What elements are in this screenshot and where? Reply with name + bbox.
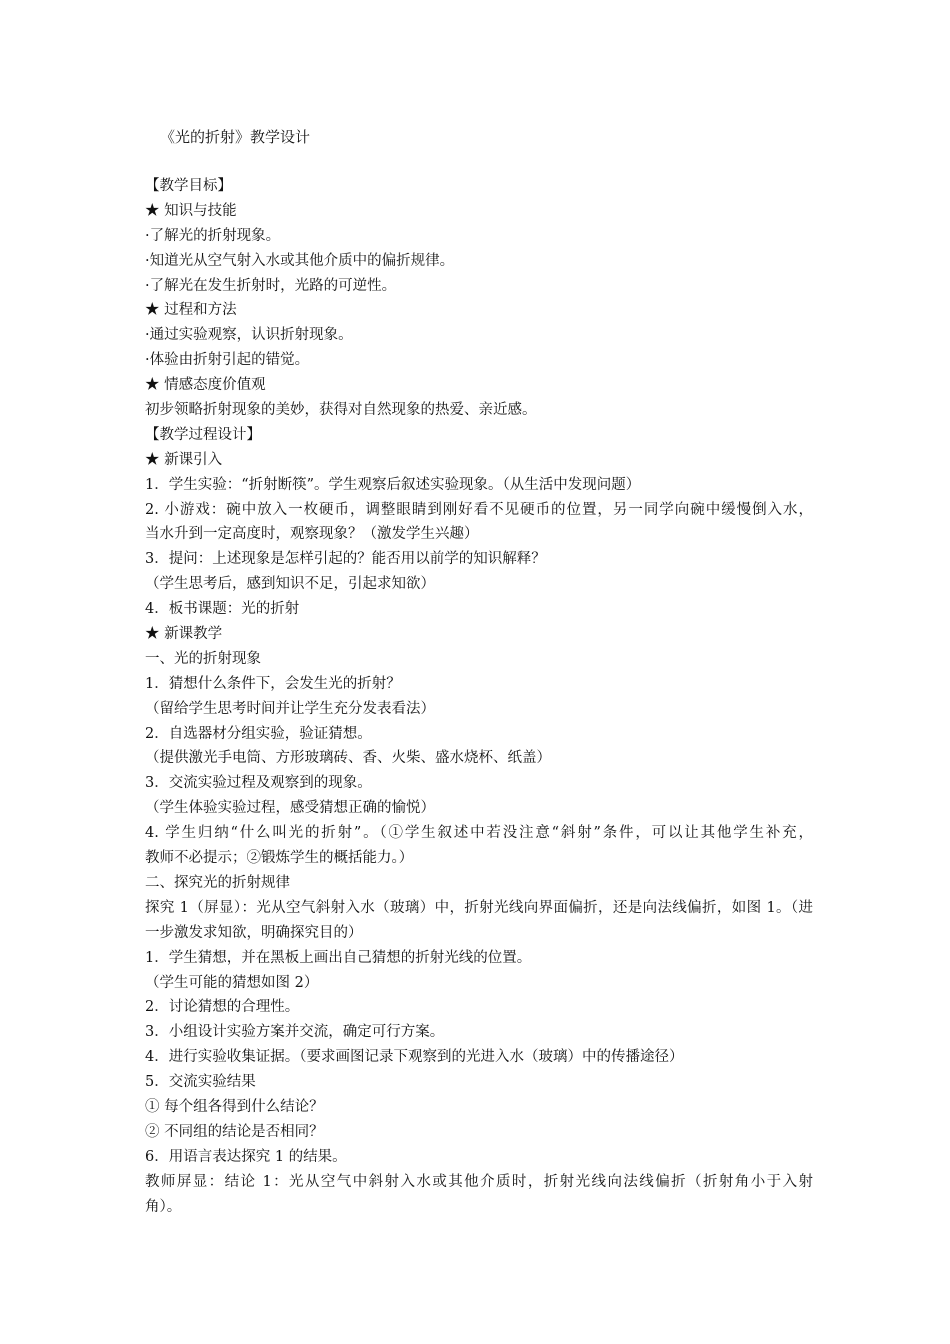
bullet-item: ·通过实验观察，认识折射现象。 — [145, 327, 353, 344]
bullet-item: ·了解光的折射现象。 — [145, 227, 281, 244]
numbered-item: 2．自选器材分组实验，验证猜想。 — [145, 725, 372, 742]
paragraph-line: 教师不必提示；②锻炼学生的概括能力。） — [145, 850, 414, 867]
circled-item: ② 不同组的结论是否相同？ — [145, 1123, 324, 1140]
numbered-item: 6．用语言表达探究 1 的结果。 — [145, 1148, 347, 1165]
paragraph-line: 一步激发求知欲，明确探究目的） — [145, 924, 363, 941]
circled-item: ① 每个组各得到什么结论？ — [145, 1098, 324, 1115]
numbered-item: 4．进行实验收集证据。（要求画图记录下观察到的光进入水（玻璃）中的传播途径） — [145, 1049, 684, 1066]
numbered-item: 4. 学生归纳“什么叫光的折射”。（①学生叙述中若没注意“斜射”条件，可以让其他学生补充， — [145, 825, 813, 842]
numbered-item: 2. 小游戏：碗中放入一枚硬币，调整眼睛到刚好看不见硬币的位置，另一同学向碗中缓慢倒入水， — [145, 501, 813, 518]
paragraph-line: 初步领略折射现象的美妙，获得对自然现象的热爱、亲近感。 — [145, 402, 537, 419]
paragraph-line: （学生可能的猜想如图 2） — [145, 974, 319, 991]
section-heading-process-design: 【教学过程设计】 — [145, 426, 261, 443]
bullet-item: ·体验由折射引起的错觉。 — [145, 352, 310, 369]
numbered-item: 3．小组设计实验方案并交流，确定可行方案。 — [145, 1024, 445, 1041]
subheading-knowledge-skills: ★ 知识与技能 — [145, 202, 237, 219]
paragraph-line: （学生思考后，感到知识不足，引起求知欲） — [145, 576, 435, 593]
numbered-item: 1．学生实验：“折射断筷”。学生观察后叙述实验现象。（从生活中发现问题） — [145, 476, 641, 493]
paragraph-line: 当水升到一定高度时，观察现象？（激发学生兴趣） — [145, 526, 479, 543]
bullet-item: ·了解光在发生折射时，光路的可逆性。 — [145, 277, 397, 294]
section-heading-refraction-law: 二、探究光的折射规律 — [145, 874, 290, 891]
numbered-item: 5．交流实验结果 — [145, 1074, 256, 1091]
paragraph-line: （提供激光手电筒、方形玻璃砖、香、火柴、盛水烧杯、纸盖） — [145, 750, 551, 767]
section-heading-refraction-phenomenon: 一、光的折射现象 — [145, 650, 261, 667]
paragraph-line: 角）。 — [145, 1198, 182, 1215]
subheading-introduction: ★ 新课引入 — [145, 451, 223, 468]
numbered-item: 1．猜想什么条件下，会发生光的折射？ — [145, 675, 401, 692]
numbered-item: 4．板书课题：光的折射 — [145, 601, 300, 618]
section-heading-objectives: 【教学目标】 — [145, 178, 232, 194]
document-title: 《光的折射》教学设计 — [160, 128, 311, 146]
numbered-item: 1．学生猜想，并在黑板上画出自己猜想的折射光线的位置。 — [145, 949, 532, 966]
subheading-attitude-values: ★ 情感态度价值观 — [145, 377, 266, 394]
paragraph-line: 探究 1（屏显）：光从空气斜射入水（玻璃）中，折射光线向界面偏折，还是向法线偏折，如图 1。（进 — [145, 899, 813, 916]
numbered-item: 3．提问：上述现象是怎样引起的？能否用以前学的知识解释？ — [145, 551, 546, 568]
paragraph-line: 教师屏显：结论 1：光从空气中斜射入水或其他介质时，折射光线向法线偏折（折射角小于入射 — [145, 1173, 813, 1190]
subheading-new-lesson: ★ 新课教学 — [145, 626, 223, 643]
paragraph-line: （学生体验实验过程，感受猜想正确的愉悦） — [145, 800, 435, 817]
document-body — [145, 174, 813, 1219]
numbered-item: 2．讨论猜想的合理性。 — [145, 999, 300, 1016]
bullet-item: ·知道光从空气射入水或其他介质中的偏折规律。 — [145, 252, 455, 269]
paragraph-line: （留给学生思考时间并让学生充分发表看法） — [145, 700, 435, 717]
subheading-process-methods: ★ 过程和方法 — [145, 302, 237, 319]
numbered-item: 3．交流实验过程及观察到的现象。 — [145, 775, 372, 792]
